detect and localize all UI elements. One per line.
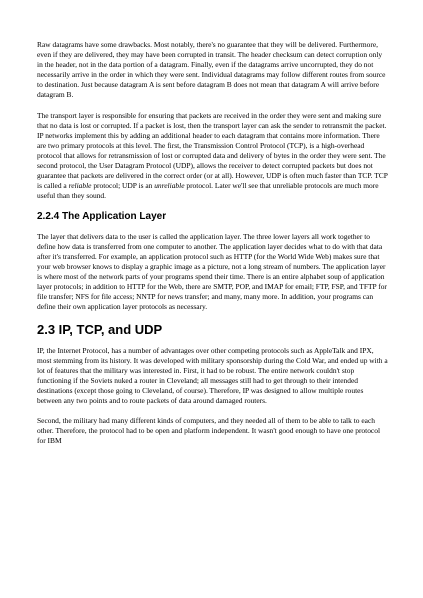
- paragraph-text: protocol. Later we'll see that unreliable protocols are much more useful than they sound.: [37, 180, 379, 200]
- document-page: [37, 40, 389, 457]
- paragraph-internet-protocol: IP, the Internet Protocol, has a number of advantages over other competing protocols such as AppleTalk and IPX, most stemming from its history. It was developed with military sponsorship during the Cold War, and ended up with a lot of features that the military was interested in. First, it had to be robust. The entire network couldn't stop functioning if the Soviets nuked a router in Cleveland; all messages still had to get through to their intended destinations (except those going to Cleveland, of course). Therefore, IP was designed to allow multiple routes between any two points and to route packets of data around damaged routers.: [37, 345, 388, 405]
- emphasis-reliable: reliable: [68, 180, 92, 190]
- paragraph-transport-layer: [37, 111, 389, 201]
- paragraph-raw-datagrams: Raw datagrams have some drawbacks. Most notably, there's no guarantee that they will be delivered. Furthermore, even if they are delivered, they may have been corrupted in transit. The header checksum can detect corruption only in the header, not in the data portion of a datagram. Finally, even if the datagrams arrive uncorrupted, they do not necessarily arrive in the order in which they were sent. Individual datagrams may follow different routes from source to destination. Just because datagram A is sent before datagram B does not mean that datagram A will arrive before datagram B.: [37, 40, 386, 99]
- paragraph-application-layer: The layer that delivers data to the user is called the application layer. The three lower layers all work together to define how data is transferred from one computer to another. The application layer decides what to do with that data after it's transferred. For example, an application protocol such as HTTP (for the World Wide Web) makes sure that your web browser knows to display a graphic image as a picture, not a long stream of numbers. The application layer is where most of the network parts of your programs spend their time. There is an entire alphabet soup of application layer protocols; in addition to HTTP for the Web, there are SMTP, POP, and IMAP for email; FTP, FSP, and TFTP for file transfer; NFS for file access; NNTP for news transfer; and many, many more. In addition, your programs can define their own application layer protocols as necessary.: [37, 232, 387, 311]
- heading-ip-tcp-udp: 2.3 IP, TCP, and UDP: [37, 321, 163, 337]
- emphasis-unreliable: unreliable: [154, 180, 185, 190]
- paragraph-text: The transport layer is responsible for ensuring that packets are received in the order they were sent and making sure that no data is lost or corrupted. If a packet is lost, then the transport layer can ask the sender to retransmit the packet. IP networks implement this by adding an additional header to each datagram that contains more information. There are two primary protocols at this level. The first, the Transmission Control Protocol (TCP), is a high-overhead protocol that allows for retransmission of lost or corrupted data and delivery of bytes in the order they were sent. The second protocol, the User Datagram Protocol (UDP), allows the receiver to detect corrupted packets but does not guarantee that packets are delivered in the correct order (or at all). However, UDP is often much faster than TCP. TCP is called a: [37, 110, 388, 190]
- paragraph-military-computers: Second, the military had many different kinds of computers, and they needed all of them to be able to talk to each other. Therefore, the protocol had to be open and platform independent. It wasn't good enough to have one protocol for IBM: [37, 416, 381, 445]
- paragraph-text: protocol; UDP is an: [91, 180, 155, 190]
- heading-application-layer: 2.2.4 The Application Layer: [37, 211, 167, 222]
